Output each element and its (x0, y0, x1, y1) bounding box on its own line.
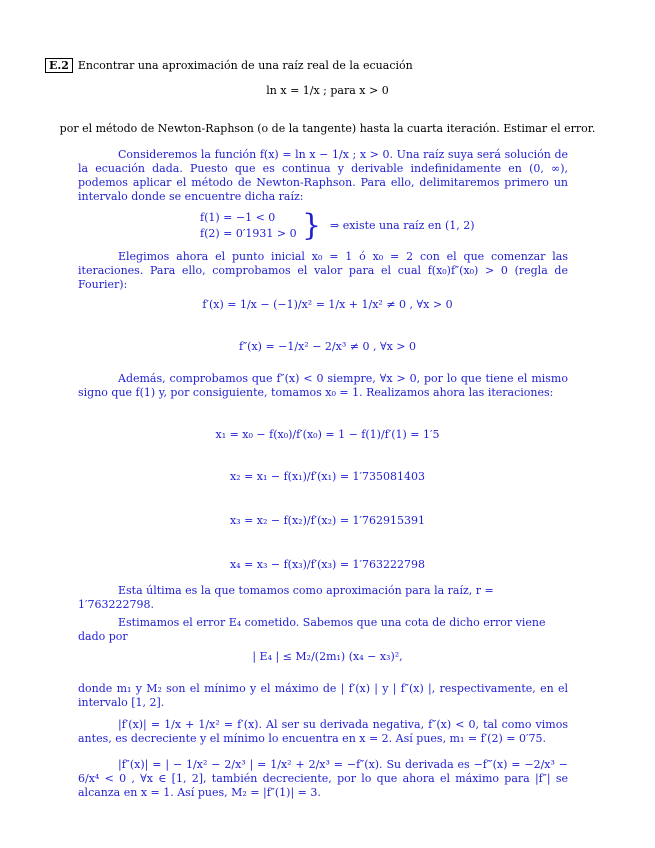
system-row-1: f(1) = −1 < 0 (200, 211, 276, 224)
solution-paragraph-8: |f″(x)| = | − 1/x² − 2/x³ | = 1/x² + 2/x³ = −f″(x). Su derivada es −f‴(x) = −2/x³ − 6/x⁴ < 0 , ∀x ∈ [1, 2], también decreciente, por lo que ahora el máximo para |f″| se alcanza en x = 1. Así pues, M₂ = |f″(1)| = 3. (78, 758, 568, 799)
solution-paragraph-2: Elegimos ahora el punto inicial x₀ = 1 ó x₀ = 2 con el que comenzar las iteraciones. Para ello, comprobamos el valor para el cual f(x₀)f″(x₀) > 0 (regla de Fourier): (78, 250, 568, 291)
solution-paragraph-6: donde m₁ y M₂ son el mínimo y el máximo de | f′(x) | y | f″(x) |, respectivamente, en el intervalo [1, 2]. (78, 682, 568, 709)
system-result: ⇒ existe una raíz en (1, 2) (330, 219, 475, 232)
solution-paragraph-3: Además, comprobamos que f″(x) < 0 siempre, ∀x > 0, por lo que tiene el mismo signo que f(1) y, por consiguiente, tomamos x₀ = 1. Realizamos ahora las iteraciones: (78, 372, 568, 399)
iteration-4: x₄ = x₃ − f(x₃)/f′(x₃) = 1′763222798 (229, 558, 426, 571)
solution-paragraph-5: Estimamos el error E₄ cometido. Sabemos que una cota de dicho error viene dado por (78, 616, 546, 643)
problem-tag: E.2 (45, 58, 73, 73)
problem-method: por el método de Newton-Raphson (o de la tangente) hasta la cuarta iteración. Estimar el error. (59, 122, 596, 135)
brace-glyph: } (302, 208, 322, 243)
first-derivative: f′(x) = 1/x − (−1)/x² = 1/x + 1/x² ≠ 0 , ∀x > 0 (202, 298, 453, 311)
solution-paragraph-4: Esta última es la que tomamos como aproximación para la raíz, r = 1′763222798. (78, 584, 494, 611)
second-derivative: f″(x) = −1/x² − 2/x³ ≠ 0 , ∀x > 0 (239, 340, 416, 353)
iteration-2: x₂ = x₁ − f(x₁)/f′(x₁) = 1′735081403 (229, 470, 426, 483)
system-row-2: f(2) = 0′1931 > 0 (200, 227, 297, 240)
iteration-1: x₁ = x₀ − f(x₀)/f′(x₀) = 1 − f(1)/f′(1) = 1′5 (215, 428, 440, 441)
solution-paragraph-1: Consideremos la función f(x) = ln x − 1/x ; x > 0. Una raíz suya será solución de la ecuación dada. Puesto que es continua y derivable indefinidamente en (0, ∞), podemos aplicar el método de Newton-Raphson. Para ello, delimitaremos primero un intervalo donde se encuentre dicha raíz: (78, 148, 568, 203)
interval-system (200, 210, 500, 242)
error-bound: | E₄ | ≤ M₂/(2m₁) (x₄ − x₃)², (252, 650, 403, 663)
problem-statement: Encontrar una aproximación de una raíz real de la ecuación (77, 59, 413, 72)
solution-paragraph-7: |f′(x)| = 1/x + 1/x² = f′(x). Al ser su derivada negativa, f″(x) < 0, tal como vimos antes, es decreciente y el mínimo lo encuentra en x = 2. Así pues, m₁ = f′(2) = 0′75. (78, 718, 568, 745)
problem-equation: ln x = 1/x ; para x > 0 (266, 84, 389, 97)
iteration-3: x₃ = x₂ − f(x₂)/f′(x₂) = 1′762915391 (229, 514, 426, 527)
problem-heading (45, 58, 605, 73)
